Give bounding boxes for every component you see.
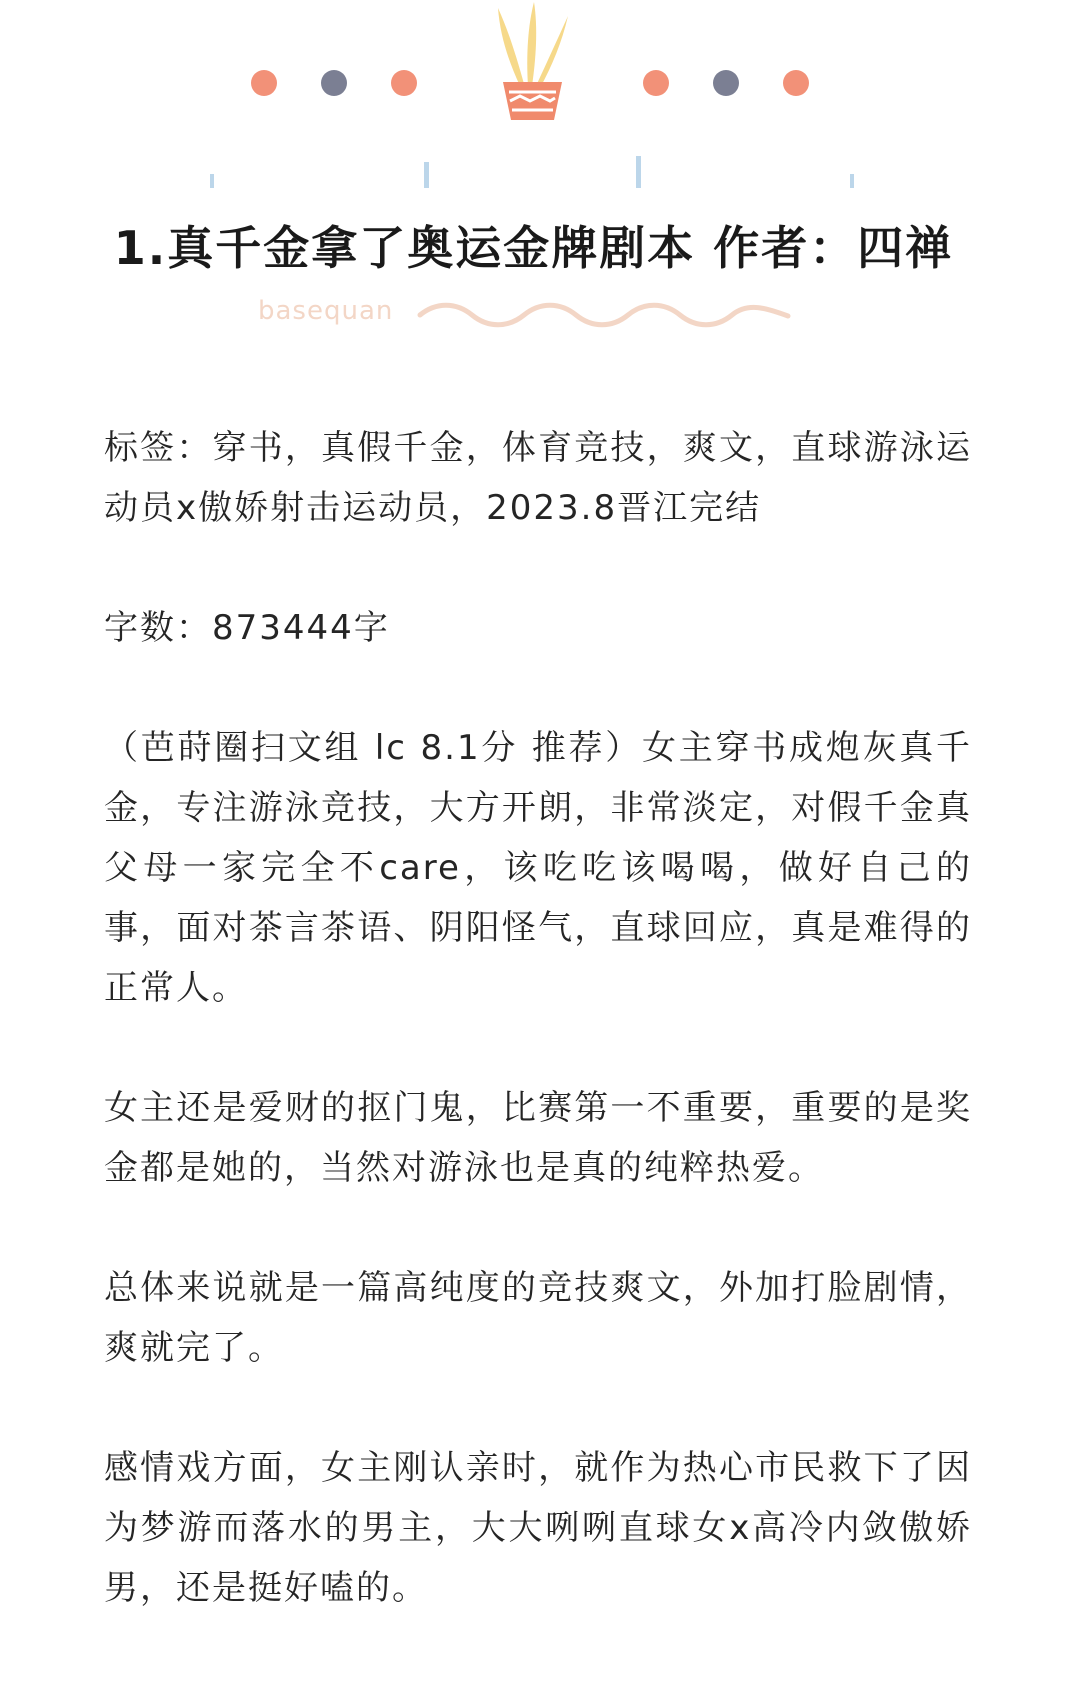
dot-orange-4 <box>783 70 809 96</box>
review-paragraph-2: 女主还是爱财的抠门鬼，比赛第一不重要，重要的是奖金都是她的，当然对游泳也是真的纯粹热爱。 <box>104 1088 972 1188</box>
page-title: 1.真千金拿了奥运金牌剧本 作者：四禅 <box>113 221 954 275</box>
dot-gray-2 <box>713 70 739 96</box>
tick-1 <box>210 174 214 188</box>
dot-row-left <box>251 70 417 96</box>
brand-watermark: basequan <box>258 296 394 326</box>
tick-3 <box>636 156 641 188</box>
tick-4 <box>850 174 854 188</box>
review-paragraph-1: （芭莳圈扫文组 lc 8.1分 推荐）女主穿书成炮灰真千金，专注游泳竞技，大方开朗，非常淡定，对假千金真父母一家完全不care，该吃吃该喝喝，做好自己的事，面对茶言茶语、阴阳怪气，直球回应，真是难得的正常人。 <box>104 728 972 1008</box>
tick-marks <box>210 156 854 188</box>
dot-orange-3 <box>643 70 669 96</box>
review-paragraph-4: 感情戏方面，女主刚认亲时，就作为热心市民救下了因为梦游而落水的男主，大大咧咧直球女x高冷内敛傲娇男，还是挺好嗑的。 <box>104 1448 972 1608</box>
dot-orange-1 <box>251 70 277 96</box>
article-body <box>104 418 972 1678</box>
dot-gray-1 <box>321 70 347 96</box>
dot-row-right <box>643 70 809 96</box>
tags-paragraph: 标签：穿书，真假千金，体育竞技，爽文，直球游泳运动员x傲娇射击运动员，2023.8晋江完结 <box>104 428 972 528</box>
potted-plant-icon <box>498 2 568 120</box>
review-paragraph-3: 总体来说就是一篇高纯度的竞技爽文，外加打脸剧情，爽就完了。 <box>104 1268 972 1368</box>
header-decoration <box>0 0 1067 200</box>
word-count: 字数：873444字 <box>104 608 390 648</box>
tick-2 <box>424 162 429 188</box>
dot-orange-2 <box>391 70 417 96</box>
